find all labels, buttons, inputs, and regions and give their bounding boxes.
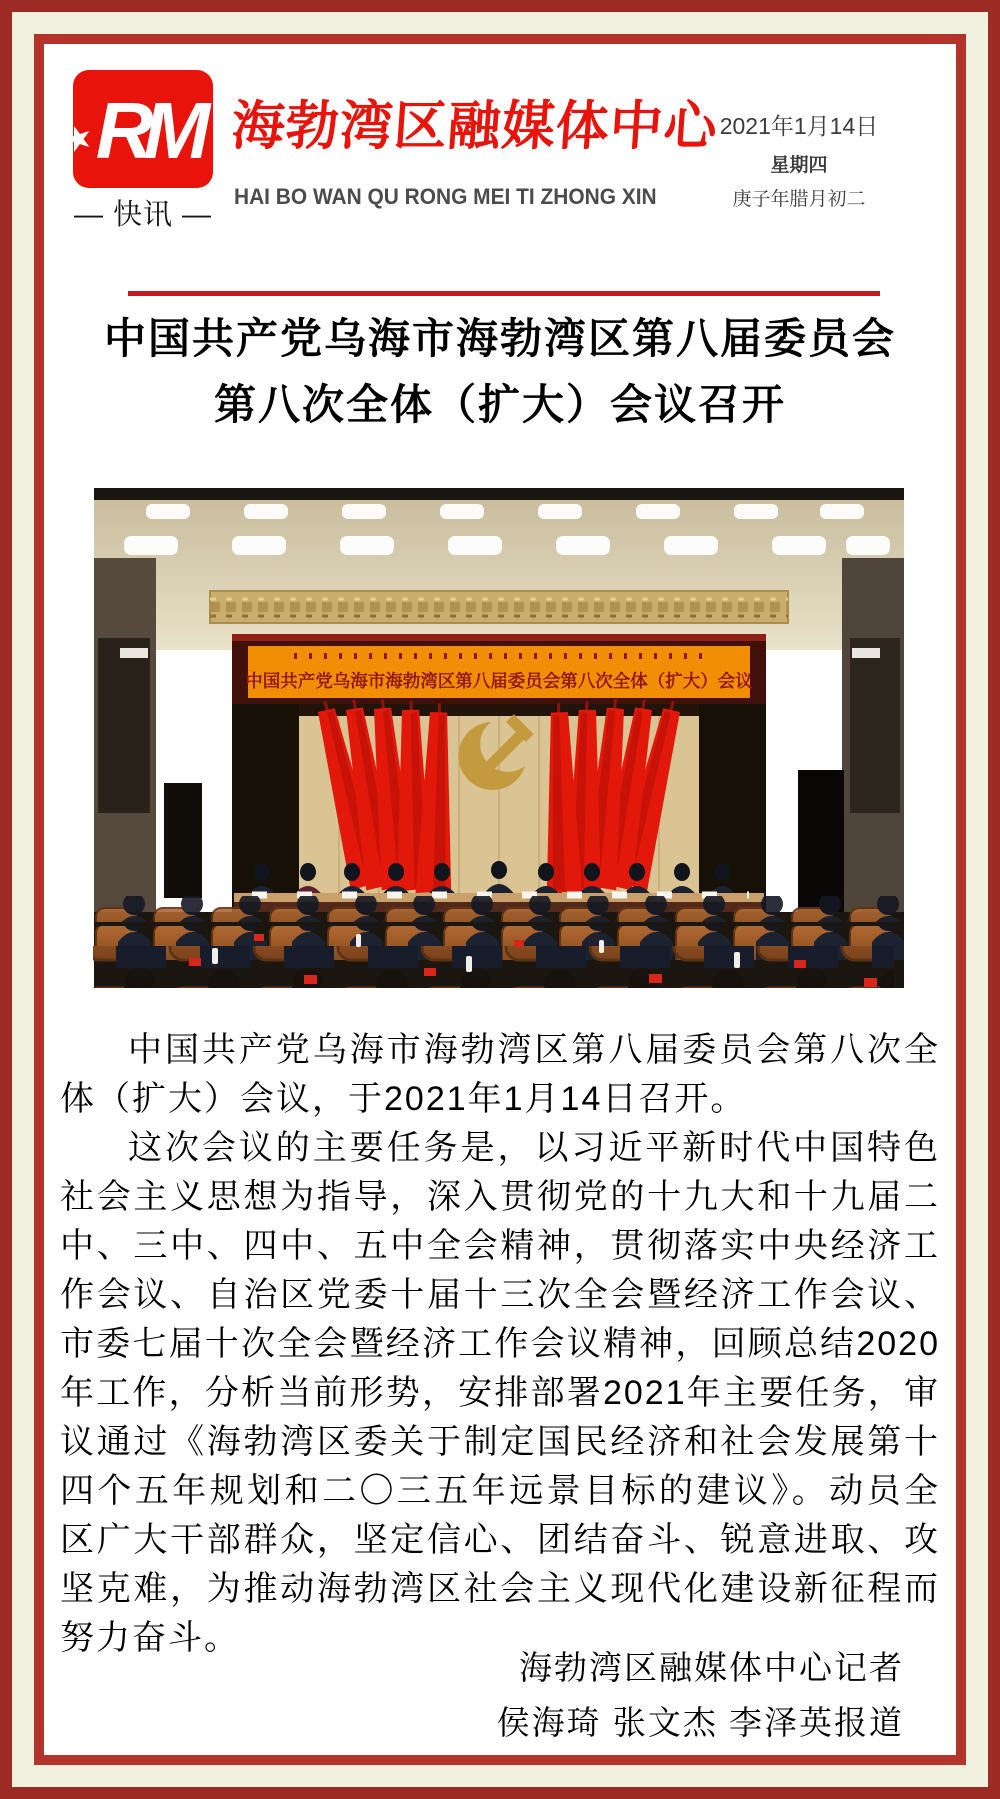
brand-pinyin: HAI BO WAN QU RONG MEI TI ZHONG XIN — [234, 184, 657, 209]
left-ac-vent — [120, 648, 148, 658]
date-lunar: 庚子年腊月初二 — [732, 189, 866, 210]
right-ac-vent — [852, 648, 880, 658]
paragraph-2: 这次会议的主要任务是，以习近平新时代中国特色社会主义思想为指导，深入贯彻党的十九大和十九届二中、三中、四中、五中全会精神，贯彻落实中央经济工作会议、自治区党委十届十三次全会暨经济工作会议、市委七届十次全会暨经济工作会议精神，回顾总结2020年工作，分析当前形势，安排部署2021年主要任务，审议通过《海勃湾区委关于制定国民经济和社会发展第十四个五年规划和二〇三五年远景目标的建议》。动员全区广大干部群众，坚定信心、团结奋斗、锐意进取、攻坚克难，为推动海勃湾区社会主义现代化建设新征程而努力奋斗。 — [60, 1129, 940, 1657]
page-border-cream-band — [12, 12, 988, 1787]
conference-photo — [93, 488, 905, 988]
red-divider-line — [128, 291, 880, 296]
logo-tagline: — 快讯 — — [73, 199, 213, 231]
left-wall-screen — [98, 638, 150, 813]
proscenium-glow — [232, 634, 766, 641]
headline-line-2: 第八次全体（扩大）会议召开 — [213, 381, 786, 428]
brand-title: 海勃湾区融媒体中心 — [229, 97, 720, 156]
date-weekday: 星期四 — [770, 155, 828, 176]
date-block — [699, 108, 899, 211]
right-speaker — [798, 770, 844, 915]
left-speaker — [164, 783, 202, 898]
article-body — [60, 1026, 940, 1663]
conference-photo-svg — [93, 488, 905, 988]
byline-line-1: 海勃湾区融媒体中心记者 — [519, 1649, 904, 1686]
star-icon: ★ — [57, 116, 99, 162]
paragraph-1: 中国共产党乌海市海勃湾区第八届委员会第八次全体（扩大）会议，于2021年1月14日召开。 — [60, 1031, 940, 1118]
audience — [93, 896, 904, 988]
photo-ceiling — [94, 500, 904, 650]
date-gregorian: 2021年1月14日 — [719, 113, 879, 139]
right-wall-panel — [850, 638, 900, 813]
photo-ceiling-dark-strip — [94, 488, 904, 500]
byline-line-2: 侯海琦 张文杰 李泽英报道 — [496, 1704, 904, 1741]
byline — [497, 1640, 904, 1750]
banner-text: 中国共产党乌海市海勃湾区第八届委员会第八次全体（扩大）会议 — [245, 671, 753, 691]
gold-band — [210, 591, 788, 623]
page-content-area — [34, 34, 966, 1765]
rm-logo-text: RM — [95, 86, 201, 175]
headline-line-1: 中国共产党乌海市海勃湾区第八届委员会 — [103, 315, 896, 362]
article-headline — [44, 306, 956, 438]
rm-logo — [57, 70, 213, 188]
